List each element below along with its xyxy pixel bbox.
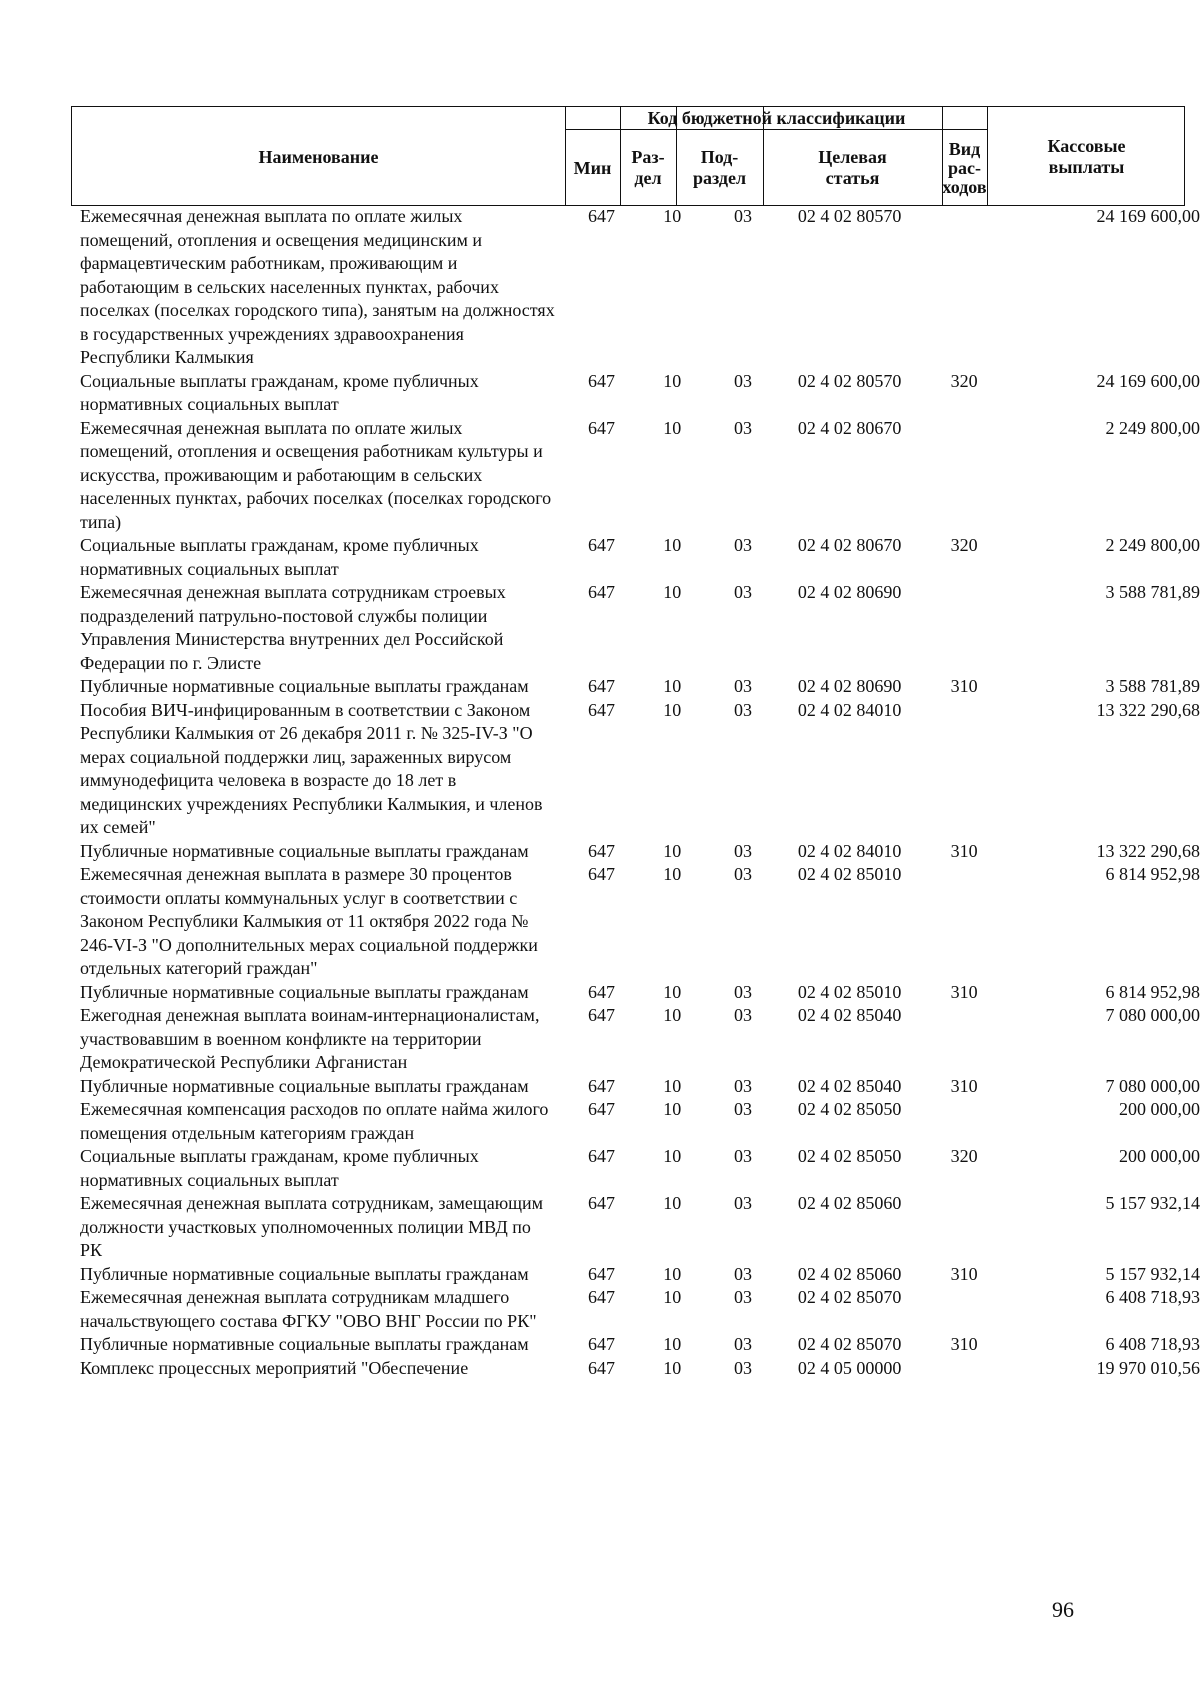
row-name: Ежемесячная денежная выплата сотрудникам строевых подразделений патрульно-постовой службы полиции Управления Министерства внутренних дел Российской Федерации по г. Элисте	[80, 582, 506, 673]
table-header	[71, 106, 1185, 206]
row-name: Публичные нормативные социальные выплаты гражданам	[80, 1075, 529, 1096]
row-podrazdel: 03	[734, 206, 753, 226]
table-row	[0, 205, 1200, 370]
table-row	[0, 1286, 1200, 1333]
row-razdel: 10	[663, 1263, 682, 1284]
row-min: 647	[587, 1099, 615, 1119]
row-celevaya: 02 4 02 85050	[797, 1146, 902, 1166]
row-celevaya: 02 4 02 85060	[797, 1263, 902, 1284]
row-razdel: 10	[663, 699, 682, 720]
row-vid: 310	[950, 1075, 978, 1096]
row-min: 647	[587, 206, 615, 226]
row-sum: 6 814 952,98	[1105, 864, 1200, 884]
table-row	[0, 840, 1200, 864]
row-min: 647	[587, 1287, 615, 1307]
row-min: 647	[587, 981, 615, 1002]
row-min: 647	[587, 864, 615, 884]
row-celevaya: 02 4 02 80570	[797, 206, 902, 226]
row-min: 647	[587, 1357, 615, 1378]
row-celevaya: 02 4 02 85070	[797, 1287, 902, 1307]
table-row	[0, 1357, 1200, 1381]
row-name: Публичные нормативные социальные выплаты гражданам	[80, 981, 529, 1002]
row-name: Публичные нормативные социальные выплаты гражданам	[80, 840, 529, 861]
row-celevaya: 02 4 02 80690	[797, 676, 902, 696]
row-podrazdel: 03	[734, 676, 753, 696]
row-vid: 310	[950, 981, 978, 1002]
row-sum: 13 322 290,68	[1096, 840, 1200, 861]
row-celevaya: 02 4 02 85060	[797, 1193, 902, 1213]
table-row	[0, 417, 1200, 535]
row-celevaya: 02 4 02 80570	[797, 370, 902, 391]
row-sum: 19 970 010,56	[1096, 1357, 1200, 1378]
row-sum: 200 000,00	[1118, 1146, 1200, 1166]
table-row	[0, 1192, 1200, 1263]
table-row	[0, 581, 1200, 675]
header-min: Мин	[573, 157, 612, 178]
row-celevaya: 02 4 02 85040	[797, 1005, 902, 1025]
row-name: Публичные нормативные социальные выплаты гражданам	[80, 1263, 529, 1284]
row-celevaya: 02 4 02 84010	[797, 699, 902, 720]
row-celevaya: 02 4 02 84010	[797, 840, 902, 861]
row-razdel: 10	[663, 1357, 682, 1378]
row-celevaya: 02 4 02 80670	[797, 535, 902, 555]
row-razdel: 10	[663, 981, 682, 1002]
row-celevaya: 02 4 02 85070	[797, 1334, 902, 1354]
row-sum: 7 080 000,00	[1105, 1075, 1200, 1096]
row-podrazdel: 03	[734, 1193, 753, 1213]
table-row	[0, 1333, 1200, 1357]
row-name: Ежемесячная денежная выплата сотрудникам младшего начальствующего состава ФГКУ "ОВО ВНГ России по РК"	[80, 1287, 537, 1331]
header-vid: Вид рас- ходов	[942, 138, 987, 197]
row-name: Ежемесячная денежная выплата в размере 30 процентов стоимости оплаты коммунальных услуг в соответствии с Законом Республики Калмыкия от 11 октября 2022 года № 246-VI-З "О дополнительных мерах социальной поддержки отдельных категорий граждан"	[80, 864, 538, 978]
row-razdel: 10	[663, 864, 682, 884]
row-podrazdel: 03	[734, 840, 753, 861]
row-min: 647	[587, 676, 615, 696]
row-sum: 6 408 718,93	[1105, 1287, 1200, 1307]
header-razdel: Раз- дел	[631, 147, 665, 188]
row-vid: 310	[950, 840, 978, 861]
table-row	[0, 1263, 1200, 1287]
row-razdel: 10	[663, 206, 682, 226]
table-row	[0, 863, 1200, 981]
row-razdel: 10	[663, 1075, 682, 1096]
row-vid: 320	[950, 535, 978, 555]
row-name: Ежемесячная денежная выплата по оплате жилых помещений, отопления и освещения работникам культуры и искусства, проживающим и работающим в сельских населенных пунктах, рабочих поселках (поселках городского типа)	[80, 417, 552, 532]
row-sum: 6 408 718,93	[1105, 1334, 1200, 1354]
row-name: Ежемесячная денежная выплата по оплате жилых помещений, отопления и освещения медицинским и фармацевтическим работникам, проживающим и работающим в сельских населенных пунктах, рабочих поселках (поселках городского типа), занятым на должностях в государственных учреждениях здравоохранения Республики Калмыкия	[80, 206, 555, 367]
row-sum: 6 814 952,98	[1105, 981, 1200, 1002]
row-podrazdel: 03	[734, 1005, 753, 1025]
row-razdel: 10	[663, 1146, 682, 1166]
table-row	[0, 1004, 1200, 1075]
row-min: 647	[587, 582, 615, 602]
row-min: 647	[587, 417, 615, 438]
row-podrazdel: 03	[734, 699, 753, 720]
row-name: Ежегодная денежная выплата воинам-интернационалистам, участвовавшим в военном конфликте на территории Демократической Республики Афганистан	[80, 1005, 540, 1072]
row-vid: 320	[950, 1146, 978, 1166]
header-name: Наименование	[258, 146, 379, 167]
header-podrazdel: Под- раздел	[692, 147, 747, 188]
table-row	[0, 675, 1200, 699]
row-name: Комплекс процессных мероприятий "Обеспечение	[80, 1357, 469, 1378]
row-razdel: 10	[663, 1005, 682, 1025]
row-celevaya: 02 4 02 85050	[797, 1099, 902, 1119]
row-vid: 310	[950, 676, 978, 696]
row-sum: 2 249 800,00	[1105, 417, 1200, 438]
row-name: Ежемесячная компенсация расходов по оплате найма жилого помещения отдельным категориям граждан	[80, 1099, 549, 1143]
page-number: 96	[1052, 1597, 1074, 1622]
row-min: 647	[587, 1334, 615, 1354]
table-row	[0, 1075, 1200, 1099]
row-min: 647	[587, 535, 615, 555]
row-razdel: 10	[663, 417, 682, 438]
row-name: Ежемесячная денежная выплата сотрудникам, замещающим должности участковых уполномоченных полиции МВД по РК	[80, 1193, 544, 1260]
row-podrazdel: 03	[734, 1099, 753, 1119]
row-min: 647	[587, 1005, 615, 1025]
row-celevaya: 02 4 02 80670	[797, 417, 902, 438]
row-celevaya: 02 4 02 85010	[797, 864, 902, 884]
row-razdel: 10	[663, 676, 682, 696]
row-celevaya: 02 4 02 85010	[797, 981, 902, 1002]
row-name: Пособия ВИЧ-инфицированным в соответствии с Законом Республики Калмыкия от 26 декабря 2011 г. № 325-IV-З "О мерах социальной поддержки лиц, зараженных вирусом иммунодефицита человека в возрасте до 18 лет в медицинских учреждениях Республики Калмыкия, и членов их семей"	[80, 699, 543, 837]
row-vid: 310	[950, 1334, 978, 1354]
row-celevaya: 02 4 02 85040	[797, 1075, 902, 1096]
row-podrazdel: 03	[734, 1263, 753, 1284]
row-podrazdel: 03	[734, 1334, 753, 1354]
row-podrazdel: 03	[734, 370, 753, 391]
table-row	[0, 370, 1200, 417]
row-podrazdel: 03	[734, 1287, 753, 1307]
table-row	[0, 981, 1200, 1005]
row-sum: 3 588 781,89	[1105, 582, 1200, 602]
row-sum: 5 157 932,14	[1105, 1263, 1200, 1284]
row-name: Социальные выплаты гражданам, кроме публичных нормативных социальных выплат	[80, 370, 479, 414]
row-name: Публичные нормативные социальные выплаты гражданам	[80, 676, 529, 696]
row-podrazdel: 03	[734, 1075, 753, 1096]
table-row	[0, 1145, 1200, 1192]
row-sum: 2 249 800,00	[1105, 535, 1200, 555]
row-name: Социальные выплаты гражданам, кроме публичных нормативных социальных выплат	[80, 1146, 479, 1190]
row-sum: 24 169 600,00	[1096, 370, 1200, 391]
row-min: 647	[587, 699, 615, 720]
row-min: 647	[587, 1263, 615, 1284]
row-razdel: 10	[663, 1099, 682, 1119]
row-sum: 24 169 600,00	[1096, 206, 1200, 226]
row-podrazdel: 03	[734, 1357, 753, 1378]
row-podrazdel: 03	[734, 417, 753, 438]
row-name: Публичные нормативные социальные выплаты гражданам	[80, 1334, 529, 1354]
table-row	[0, 699, 1200, 840]
row-podrazdel: 03	[734, 582, 753, 602]
row-podrazdel: 03	[734, 864, 753, 884]
table-row	[0, 1098, 1200, 1145]
header-kassovye: Кассовые выплаты	[1047, 136, 1126, 177]
row-celevaya: 02 4 05 00000	[797, 1357, 902, 1378]
row-sum: 13 322 290,68	[1096, 699, 1200, 720]
row-razdel: 10	[663, 1193, 682, 1213]
row-min: 647	[587, 1146, 615, 1166]
row-razdel: 10	[663, 1287, 682, 1307]
header-code-group: Код бюджетной классификации	[647, 107, 906, 128]
row-celevaya: 02 4 02 80690	[797, 582, 902, 602]
row-razdel: 10	[663, 535, 682, 555]
row-name: Социальные выплаты гражданам, кроме публичных нормативных социальных выплат	[80, 535, 479, 579]
row-podrazdel: 03	[734, 1146, 753, 1166]
row-min: 647	[587, 1193, 615, 1213]
row-vid: 310	[950, 1263, 978, 1284]
header-celevaya: Целевая статья	[818, 147, 887, 188]
row-min: 647	[587, 1075, 615, 1096]
row-sum: 7 080 000,00	[1105, 1005, 1200, 1025]
row-razdel: 10	[663, 582, 682, 602]
row-podrazdel: 03	[734, 535, 753, 555]
row-sum: 3 588 781,89	[1105, 676, 1200, 696]
row-razdel: 10	[663, 370, 682, 391]
row-sum: 5 157 932,14	[1105, 1193, 1200, 1213]
row-podrazdel: 03	[734, 981, 753, 1002]
row-razdel: 10	[663, 840, 682, 861]
row-sum: 200 000,00	[1118, 1099, 1200, 1119]
table-body	[0, 205, 1200, 1380]
row-min: 647	[587, 840, 615, 861]
table-row	[0, 534, 1200, 581]
row-vid: 320	[950, 370, 978, 391]
row-min: 647	[587, 370, 615, 391]
row-razdel: 10	[663, 1334, 682, 1354]
